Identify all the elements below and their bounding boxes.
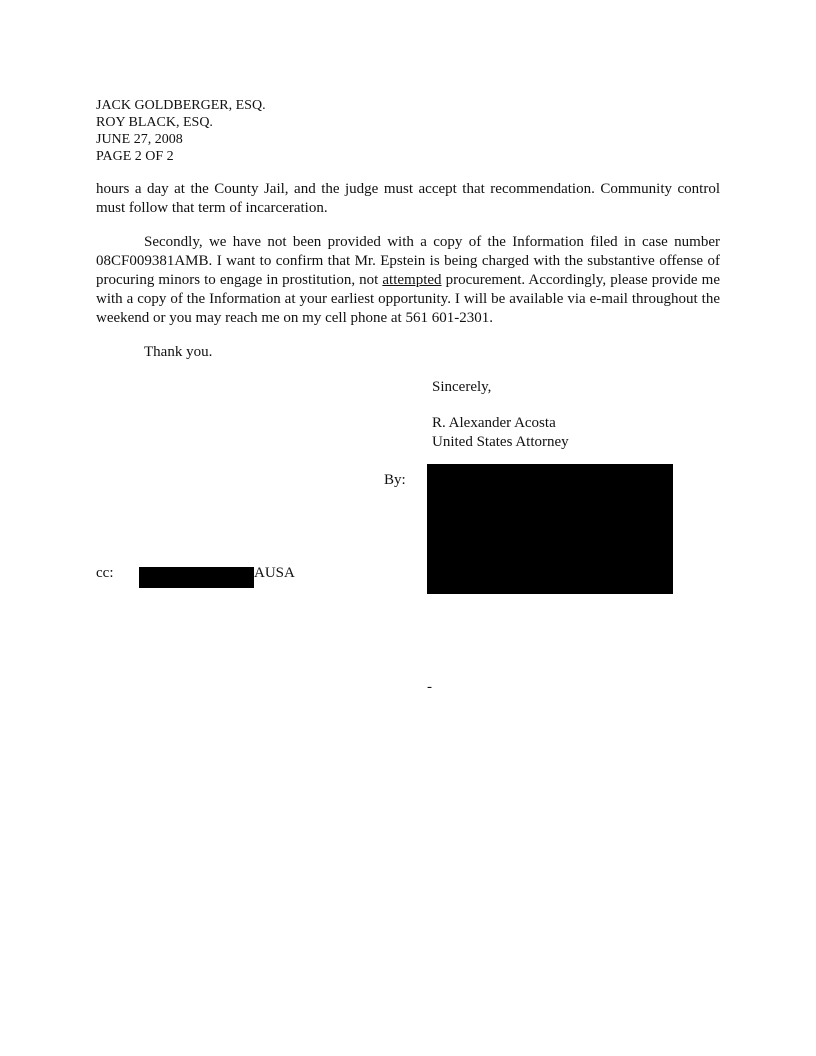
closing-salutation: Sincerely,	[432, 379, 492, 395]
header-recipient-2: ROY BLACK, ESQ.	[96, 115, 213, 130]
signer-name: R. Alexander Acosta	[432, 415, 556, 431]
by-label: By:	[384, 472, 406, 488]
footer-mark: -	[427, 679, 432, 695]
paragraph-information-request	[96, 233, 720, 328]
cc-suffix: AUSA	[254, 565, 295, 581]
header-recipient-1: JACK GOLDBERGER, ESQ.	[96, 98, 266, 113]
letter-header	[96, 97, 266, 165]
header-page-number: PAGE 2 OF 2	[96, 149, 174, 164]
underlined-word: attempted	[382, 272, 442, 288]
signer-block	[432, 414, 569, 452]
header-date: JUNE 27, 2008	[96, 132, 183, 147]
signer-title: United States Attorney	[432, 434, 569, 450]
paragraph-continuation: hours a day at the County Jail, and the judge must accept that recommendation. Community control must follow that term of incarceration.	[96, 181, 720, 216]
redacted-signature-block	[427, 464, 673, 594]
paragraph-text-start: Secondly, we have not been provided with a copy of the Information filed in case number 08CF009381AMB. I want to confirm that Mr. Epstein is being charged with the substantive offense of procuring minors to engage in prostitution, not	[96, 234, 720, 288]
cc-label: cc:	[96, 565, 114, 581]
thank-you-line: Thank you.	[144, 344, 213, 360]
redacted-cc-name	[139, 567, 254, 588]
paragraph-text-end: procurement. Accordingly, please provide me with a copy of the Information at your earliest opportunity. I will be available via e-mail throughout the weekend or you may reach me on my cell phone at 561 601-2301.	[96, 272, 720, 326]
